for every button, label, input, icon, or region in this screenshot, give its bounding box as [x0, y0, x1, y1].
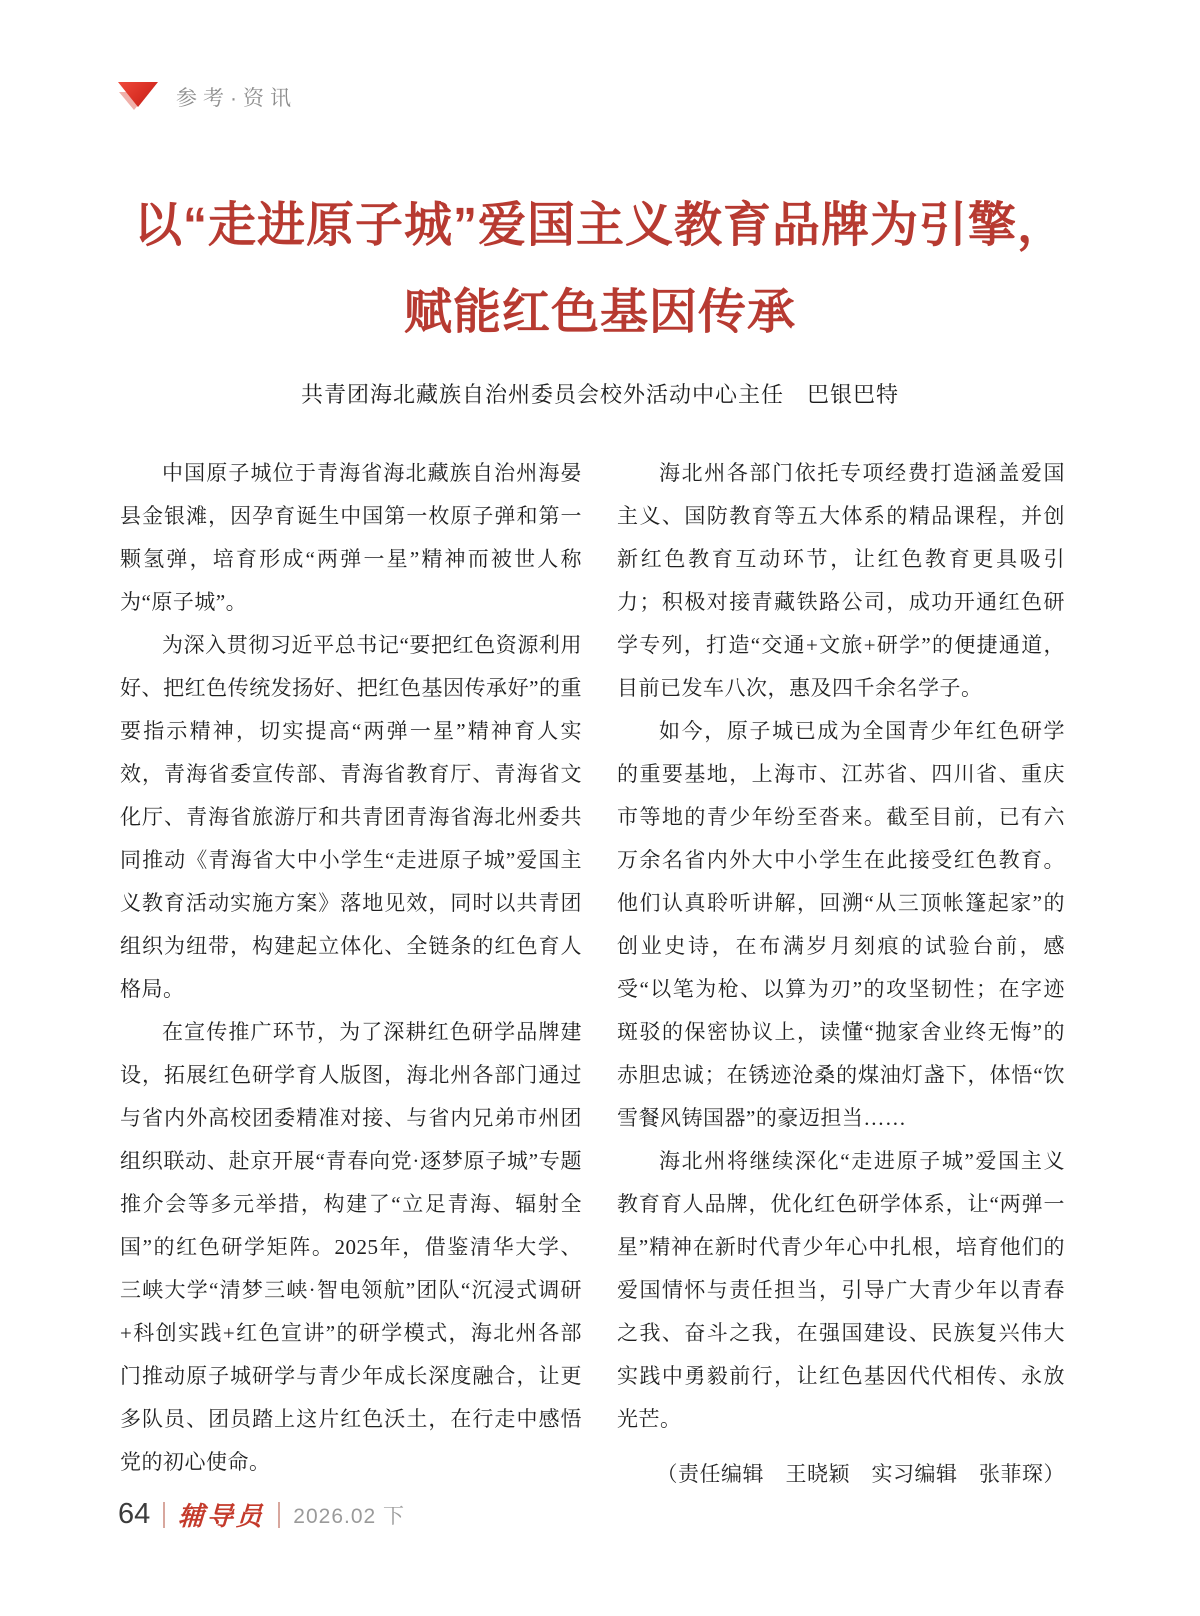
right-column [617, 452, 1065, 1496]
article-byline: 共青团海北藏族自治州委员会校外活动中心主任 巴银巴特 [300, 382, 899, 407]
article-title [0, 182, 1200, 356]
editor-note: （责任编辑 王晓颖 实习编辑 张菲琛） [656, 1462, 1065, 1486]
article-body [120, 452, 1065, 1496]
section-marker-triangle-icon [118, 82, 160, 112]
paragraph-outlook: 海北州将继续深化“走进原子城”爱国主义教育育人品牌，优化红色研学体系，让“两弹一星”精神在新时代青少年心中扎根，培育他们的爱国情怀与责任担当，引导广大青少年以青春之我、奋斗之我，在强国建设、民族复兴伟大实践中勇毅前行，让红色基因代代相传、永放光芒。 [617, 1149, 1065, 1431]
section-label: 参考·资讯 [176, 87, 297, 110]
paragraph-promotion: 在宣传推广环节，为了深耕红色研学品牌建设，拓展红色研学育人版图，海北州各部门通过与省内外高校团委精准对接、与省内兄弟市州团组织联动、赴京开展“青春向党·逐梦原子城”专题推介会等多元举措，构建了“立足青海、辐射全国”的红色研学矩阵。2025年，借鉴清华大学、三峡大学“清梦三峡·智电领航”团队“沉浸式调研+科创实践+红色宣讲”的研学模式，海北州各部门推动原子城研学与青少年成长深度融合，让更多队员、团员踏上这片红色沃土，在行走中感悟党的初心使命。 [120, 1020, 582, 1474]
left-column [120, 452, 582, 1496]
paragraph-impact: 如今，原子城已成为全国青少年红色研学的重要基地，上海市、江苏省、四川省、重庆市等地的青少年纷至沓来。截至目前，已有六万余名省内外大中小学生在此接受红色教育。他们认真聆听讲解，回溯“从三顶帐篷起家”的创业史诗，在布满岁月刻痕的试验台前，感受“以笔为枪、以算为刃”的攻坚韧性；在字迹斑驳的保密协议上，读懂“抛家舍业终无悔”的赤胆忠诚；在锈迹沧桑的煤油灯盏下，体悟“饮雪餐风铸国器”的豪迈担当…… [617, 719, 1065, 1130]
article-title-line-2: 赋能红色基因传承 [403, 286, 796, 339]
footer-divider [163, 1502, 165, 1528]
page-footer [118, 1496, 405, 1533]
page-header [118, 82, 297, 112]
page-number: 64 [118, 1498, 151, 1530]
issue-label: 2026.02 下 [293, 1504, 406, 1528]
paragraph-courses: 海北州各部门依托专项经费打造涵盖爱国主义、国防教育等五大体系的精品课程，并创新红色教育互动环节，让红色教育更具吸引力；积极对接青藏铁路公司，成功开通红色研学专列，打造“交通+文旅+研学”的便捷通道，目前已发车八次，惠及四千余名学子。 [617, 461, 1065, 700]
footer-divider [278, 1502, 280, 1528]
paragraph-intro: 中国原子城位于青海省海北藏族自治州海晏县金银滩，因孕育诞生中国第一枚原子弹和第一颗氢弹，培育形成“两弹一星”精神而被世人称为“原子城”。 [120, 461, 582, 614]
paragraph-policy: 为深入贯彻习近平总书记“要把红色资源利用好、把红色传统发扬好、把红色基因传承好”的重要指示精神，切实提高“两弹一星”精神育人实效，青海省委宣传部、青海省教育厅、青海省文化厅、青海省旅游厅和共青团青海省海北州委共同推动《青海省大中小学生“走进原子城”爱国主义教育活动实施方案》落地见效，同时以共青团组织为纽带，构建起立体化、全链条的红色育人格局。 [120, 633, 582, 1001]
article-title-line-1: 以“走进原子城”爱国主义教育品牌为引擎， [133, 199, 1066, 252]
journal-logo: 辅导员 [177, 1502, 266, 1531]
